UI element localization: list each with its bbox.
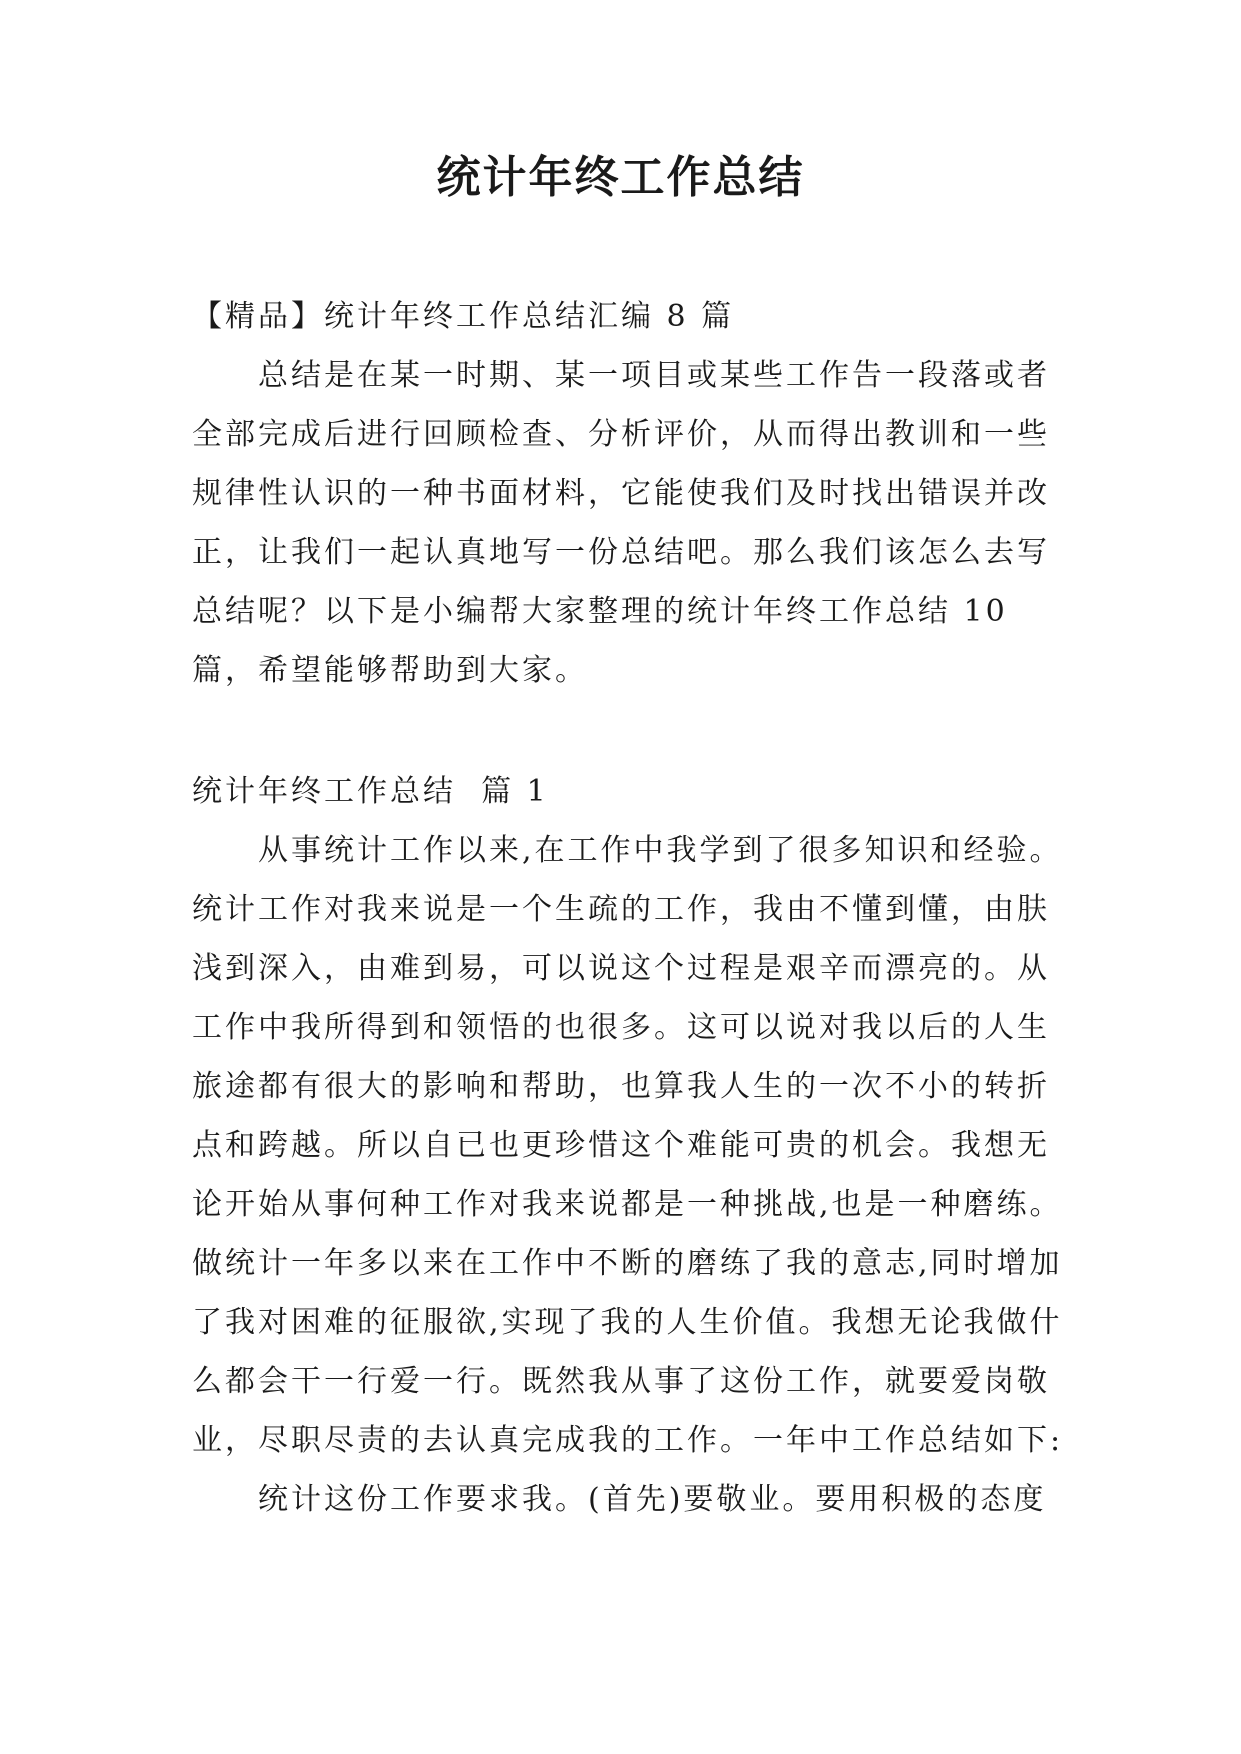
section-paragraph: 从事统计工作以来,在工作中我学到了很多知识和经验。统计工作对我来说是一个生疏的工作，我由不懂到懂，由肤浅到深入，由难到易，可以说这个过程是艰辛而漂亮的。从工作中我所得到和领悟的也很多。这可以说对我以后的人生旅途都有很大的影响和帮助，也算我人生的一次不小的转折点和跨越。所以自已也更珍惜这个难能可贵的机会。我想无论开始从事何种工作对我来说都是一种挑战,也是一种磨练。做统计一年多以来在工作中不断的磨练了我的意志,同时增加了我对困难的征服欲,实现了我的人生价值。我想无论我做什么都会干一行爱一行。既然我从事了这份工作，就要爱岗敬业，尽职尽责的去认真完成我的工作。一年中工作总结如下: (192, 833, 1064, 1458)
document-title: 统计年终工作总结 (436, 152, 805, 203)
section-heading: 统计年终工作总结 篇 1 (192, 774, 549, 809)
section-paragraph: 统计这份工作要求我。(首先)要敬业。要用积极的态度 (258, 1482, 1047, 1517)
document-body (192, 287, 1072, 1529)
intro-paragraph: 总结是在某一时期、某一项目或某些工作告一段落或者全部完成后进行回顾检查、分析评价，从而得出教训和一些规律性认识的一种书面材料，它能使我们及时找出错误并改正，让我们一起认真地写一份总结吧。那么我们该怎么去写总结呢？以下是小编帮大家整理的统计年终工作总结 10 篇，希望能够帮助到大家。 (192, 358, 1050, 688)
section-spacer (192, 700, 1072, 762)
document-subtitle: 【精品】统计年终工作总结汇编 8 篇 (192, 299, 735, 334)
